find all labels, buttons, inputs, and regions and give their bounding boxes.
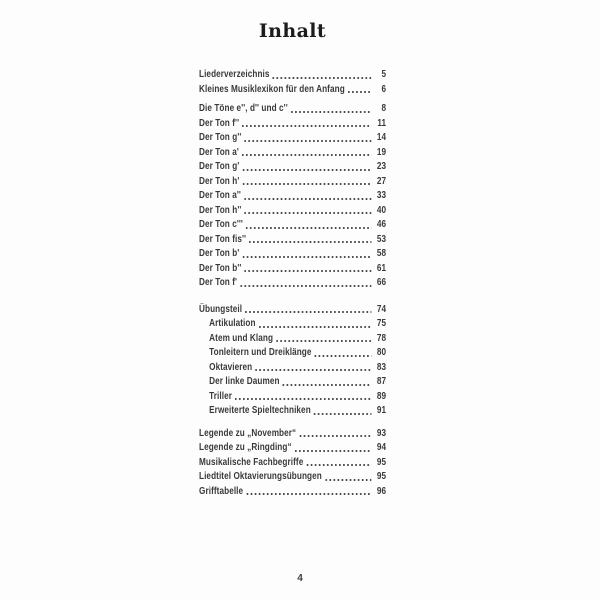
toc-entry-label: Der Ton a'' [199, 189, 241, 201]
toc-entry-label: Artikulation [209, 317, 256, 329]
toc-leader-dots [249, 241, 371, 243]
toc-leader-dots [348, 91, 371, 93]
toc-entry [199, 374, 386, 389]
toc-entry-page-number: 14 [376, 131, 387, 143]
toc-entry-page-number: 95 [376, 455, 387, 468]
toc-entry [199, 188, 386, 203]
toc-inner [199, 67, 386, 498]
toc-entry [199, 455, 386, 470]
toc-group [199, 101, 386, 290]
toc-entry-page-number: 94 [376, 441, 387, 453]
toc-entry [199, 316, 386, 331]
toc-entry-page-number: 66 [376, 276, 387, 288]
toc-entry-label: Der Ton b'' [199, 261, 242, 274]
toc-entry-label: Liederverzeichnis [199, 68, 270, 80]
toc-leader-dots [283, 384, 372, 386]
toc-entry [199, 130, 386, 145]
toc-leader-dots [244, 140, 371, 142]
toc-entry-page-number: 8 [381, 102, 387, 114]
toc-entry-page-number: 5 [381, 68, 387, 80]
toc-leader-dots [314, 413, 371, 415]
toc-leader-dots [244, 270, 371, 272]
toc-entry [199, 440, 386, 455]
toc-entry-page-number: 78 [376, 331, 387, 344]
toc-entry-label: Musikalische Fachbegriffe [199, 455, 304, 468]
toc-leader-dots [242, 169, 371, 171]
toc-leader-dots [242, 256, 371, 258]
toc-entry [199, 360, 386, 375]
toc-list [199, 67, 439, 498]
toc-leader-dots [246, 493, 371, 495]
toc-entry-page-number: 23 [376, 160, 387, 172]
toc-entry-label: Tonleitern und Dreiklänge [209, 346, 312, 358]
page-title: Inhalt [258, 20, 327, 42]
toc-leader-dots [246, 227, 371, 229]
toc-entry-label: Triller [209, 389, 233, 402]
toc-entry [199, 403, 386, 418]
toc-entry-label: Die Töne e'', d'' und c'' [199, 102, 288, 114]
toc-entry-page-number: 93 [376, 426, 387, 439]
toc-entry-label: Der Ton h' [199, 174, 240, 187]
toc-entry [199, 426, 386, 441]
toc-entry [199, 345, 386, 360]
toc-entry-page-number: 96 [376, 484, 387, 497]
toc-entry [199, 159, 386, 174]
toc-entry [199, 275, 386, 290]
toc-entry [199, 331, 386, 346]
toc-entry [199, 145, 386, 160]
toc-entry-label: Der Ton g' [199, 160, 240, 172]
toc-entry-page-number: 53 [376, 232, 387, 245]
toc-entry [199, 389, 386, 404]
toc-leader-dots [276, 340, 371, 342]
toc-entry [199, 116, 386, 131]
toc-entry [199, 484, 386, 499]
toc-leader-dots [244, 212, 371, 214]
toc-entry [199, 261, 386, 276]
toc-leader-dots [235, 398, 371, 400]
toc-entry [199, 246, 386, 261]
toc-entry [199, 82, 386, 97]
toc-leader-dots [245, 311, 371, 313]
toc-leader-dots [325, 479, 371, 481]
toc-leader-dots [242, 154, 371, 156]
toc-entry-page-number: 87 [376, 375, 387, 387]
toc-entry-page-number: 61 [376, 261, 387, 274]
toc-entry-page-number: 33 [376, 189, 387, 201]
toc-entry-label: Der Ton f'' [199, 116, 240, 129]
toc-entry-page-number: 11 [377, 116, 387, 129]
toc-entry-label: Grifftabelle [199, 484, 244, 497]
toc-entry-page-number: 91 [376, 404, 387, 416]
toc-entry-label: Der Ton g'' [199, 131, 242, 143]
toc-leader-dots [306, 464, 371, 466]
toc-leader-dots [255, 369, 371, 371]
toc-group [199, 67, 386, 96]
toc-entry-page-number: 40 [376, 203, 387, 216]
toc-entry-page-number: 58 [376, 247, 387, 259]
toc-leader-dots [242, 183, 371, 185]
toc-entry-label: Atem und Klang [209, 331, 274, 344]
toc-entry-page-number: 46 [376, 218, 387, 230]
toc-entry-page-number: 83 [376, 360, 387, 373]
toc-entry-page-number: 80 [376, 346, 387, 358]
toc-leader-dots [291, 111, 372, 113]
toc-entry [199, 217, 386, 232]
toc-entry-label: Der Ton f' [199, 276, 238, 288]
toc-entry-page-number: 27 [376, 174, 387, 187]
toc-entry-page-number: 6 [381, 82, 387, 95]
toc-entry-page-number: 89 [376, 389, 387, 402]
toc-entry-label: Der Ton h'' [199, 203, 242, 216]
toc-group [199, 426, 386, 499]
toc-entry-label: Erweiterte Spieltechniken [209, 404, 311, 416]
toc-entry-label: Liedtitel Oktavierungsübungen [199, 470, 322, 482]
toc-entry [199, 232, 386, 247]
toc-leader-dots [273, 77, 372, 79]
toc-entry-label: Oktavieren [209, 360, 253, 373]
toc-leader-dots [242, 125, 371, 127]
toc-entry-label: Legende zu „Ringding“ [199, 441, 292, 453]
toc-entry-page-number: 19 [376, 145, 387, 158]
toc-entry-page-number: 74 [376, 302, 387, 315]
toc-entry [199, 101, 386, 116]
toc-entry-label: Der Ton fis'' [199, 232, 247, 245]
toc-entry-label: Der Ton c''' [199, 218, 243, 230]
toc-entry [199, 174, 386, 189]
toc-entry [199, 302, 386, 317]
toc-leader-dots [295, 450, 372, 452]
toc-leader-dots [315, 355, 372, 357]
toc-leader-dots [244, 198, 371, 200]
toc-leader-dots [259, 326, 372, 328]
toc-entry [199, 203, 386, 218]
toc-entry-page-number: 75 [376, 317, 387, 329]
page-number: 4 [297, 573, 303, 584]
toc-leader-dots [299, 435, 371, 437]
toc-leader-dots [240, 285, 371, 287]
toc-entry-page-number: 95 [376, 470, 387, 482]
toc-entry-label: Der Ton a' [199, 145, 239, 158]
toc-entry-label: Kleines Musiklexikon für den Anfang [199, 82, 345, 95]
toc-entry-label: Übungsteil [199, 302, 243, 315]
toc-entry [199, 469, 386, 484]
toc-entry-label: Der linke Daumen [209, 375, 280, 387]
toc-entry [199, 67, 386, 82]
toc-entry-label: Der Ton b' [199, 247, 240, 259]
toc-group [199, 302, 386, 418]
toc-entry-label: Legende zu „November“ [199, 426, 297, 439]
